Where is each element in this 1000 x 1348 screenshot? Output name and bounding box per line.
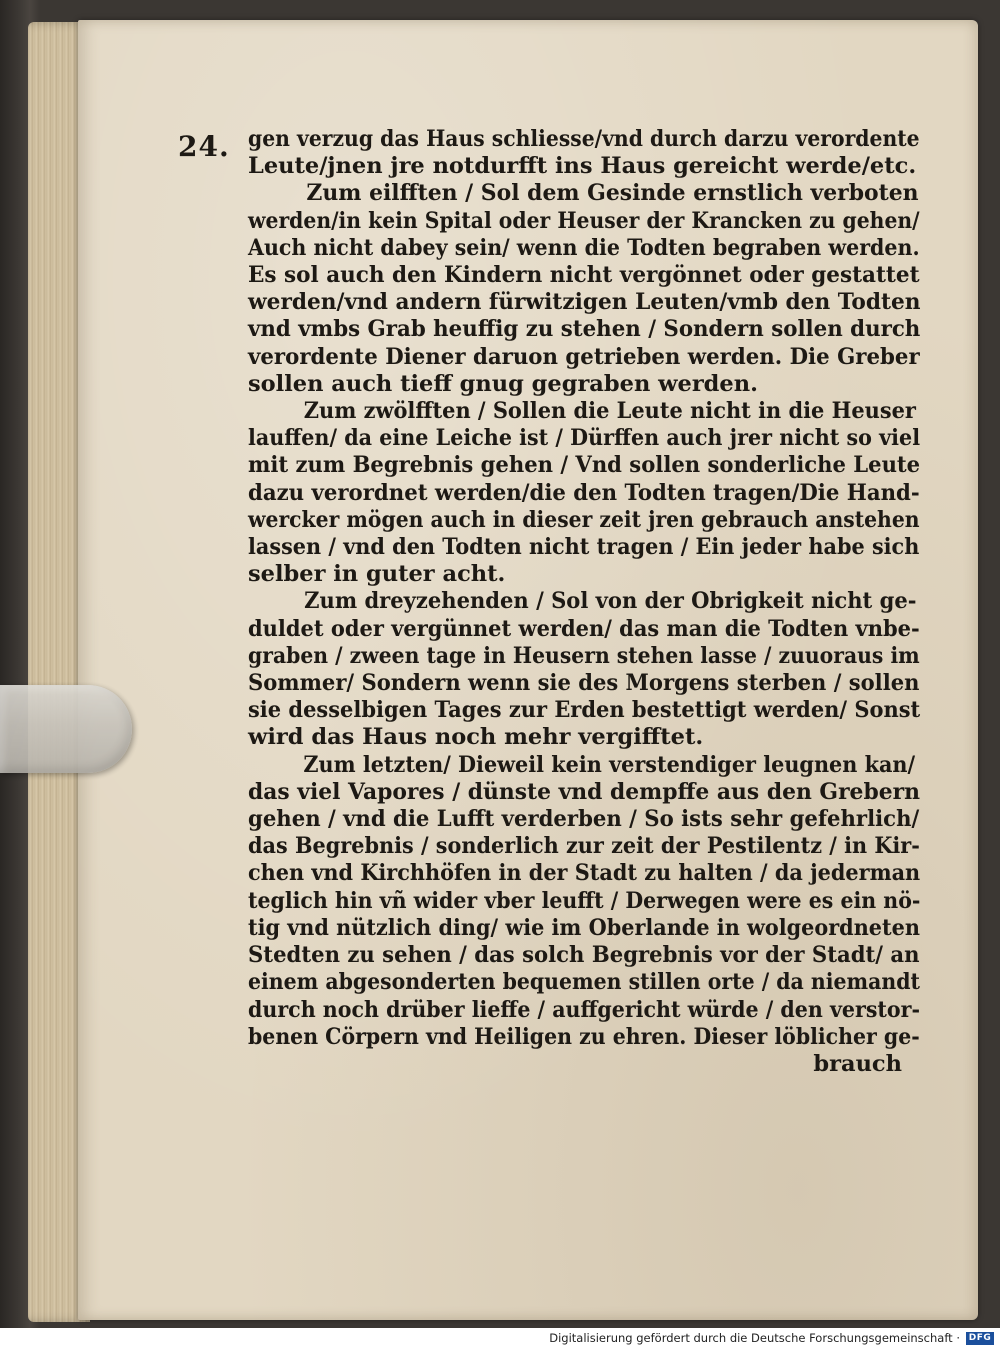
text-line: Zum dreyzehenden / Sol von der Obrigkeit nicht ge- <box>304 588 917 615</box>
text-line: Stedten zu sehen / das solch Begrebnis vor der Stadt/ an <box>248 942 920 969</box>
text-line: das Begrebnis / sonderlich zur zeit der Pestilentz / in Kir- <box>248 833 920 860</box>
text-line: gen verzug das Haus schliesse/vnd durch darzu verordente <box>248 126 920 152</box>
text-line: dazu verordnet werden/die den Todten tragen/Die Hand- <box>248 479 920 506</box>
text-line: Zum eilfften / Sol dem Gesinde ernstlich verboten <box>306 180 919 207</box>
text-line: sollen auch tieff gnug gegraben werden. <box>248 370 758 397</box>
text-line: duldet oder vergünnet werden/ das man die Todten vnbe- <box>248 615 920 642</box>
text-line: durch noch drüber lieffe / auffgericht würde / den verstor- <box>248 996 921 1023</box>
text-block <box>248 126 920 1078</box>
text-line: selber in guter acht. <box>248 561 506 588</box>
text-line: teglich hin vñ wider vber leufft / Derwegen were es ein nö- <box>248 887 921 914</box>
text-line: chen vnd Kirchhöfen in der Stadt zu halten / da jederman <box>248 860 921 887</box>
text-line: wird das Haus noch mehr vergifftet. <box>248 724 704 751</box>
text-line: Es sol auch den Kindern nicht vergönnet oder gestattet <box>248 262 920 289</box>
plastic-page-clip <box>0 685 132 773</box>
text-line: einem abgesonderten bequemen stillen orte / da niemandt <box>248 969 920 996</box>
text-line: wercker mögen auch in dieser zeit jren gebrauch anstehen <box>248 506 920 533</box>
text-line: Auch nicht dabey sein/ wenn die Todten begraben werden. <box>248 234 920 261</box>
dfg-logo-icon: DFG <box>966 1332 994 1345</box>
text-line: werden/in kein Spital oder Heuser der Krancken zu gehen/ <box>248 207 920 234</box>
text-line: das viel Vapores / dünste vnd dempffe aus den Grebern <box>248 778 920 805</box>
text-line: verordente Diener daruon getrieben werden. Die Greber <box>248 343 920 370</box>
text-line: lauffen/ da eine Leiche ist / Dürffen auch jrer nicht so viel <box>248 425 921 452</box>
text-line: Zum letzten/ Dieweil kein verstendiger leugnen kan/ <box>303 751 916 778</box>
text-line: benen Cörpern vnd Heiligen zu ehren. Dieser löblicher ge- <box>248 1023 920 1050</box>
footer-bar <box>0 1328 1000 1348</box>
text-line: werden/vnd andern fürwitzigen Leuten/vmb den Todten <box>248 289 921 316</box>
text-line: gehen / vnd die Lufft verderben / So ists sehr gefehrlich/ <box>248 806 920 833</box>
text-line: mit zum Begrebnis gehen / Vnd sollen sonderliche Leute <box>248 452 921 479</box>
text-line: vnd vmbs Grab heuffig zu stehen / Sondern sollen durch <box>248 316 921 343</box>
page-number: 24. <box>178 130 230 163</box>
text-line: Leute/jnen jre notdurfft ins Haus gereicht werde/etc. <box>248 153 917 180</box>
text-line: tig vnd nützlich ding/ wie im Oberlande in wolgeordneten <box>248 914 920 941</box>
text-line: Zum zwölfften / Sollen die Leute nicht in die Heuser <box>303 398 916 425</box>
funding-credit: Digitalisierung gefördert durch die Deutsche Forschungsgemeinschaft · <box>549 1331 960 1345</box>
text-line: lassen / vnd den Todten nicht tragen / Ein jeder habe sich <box>248 534 920 561</box>
text-line: sie desselbigen Tages zur Erden bestettigt werden/ Sonst <box>248 697 921 724</box>
catchword: brauch <box>813 1050 902 1077</box>
text-line: graben / zween tage in Heusern stehen lasse / zuuoraus im <box>248 642 920 669</box>
text-line: Sommer/ Sondern wenn sie des Morgens sterben / sollen <box>248 670 920 697</box>
